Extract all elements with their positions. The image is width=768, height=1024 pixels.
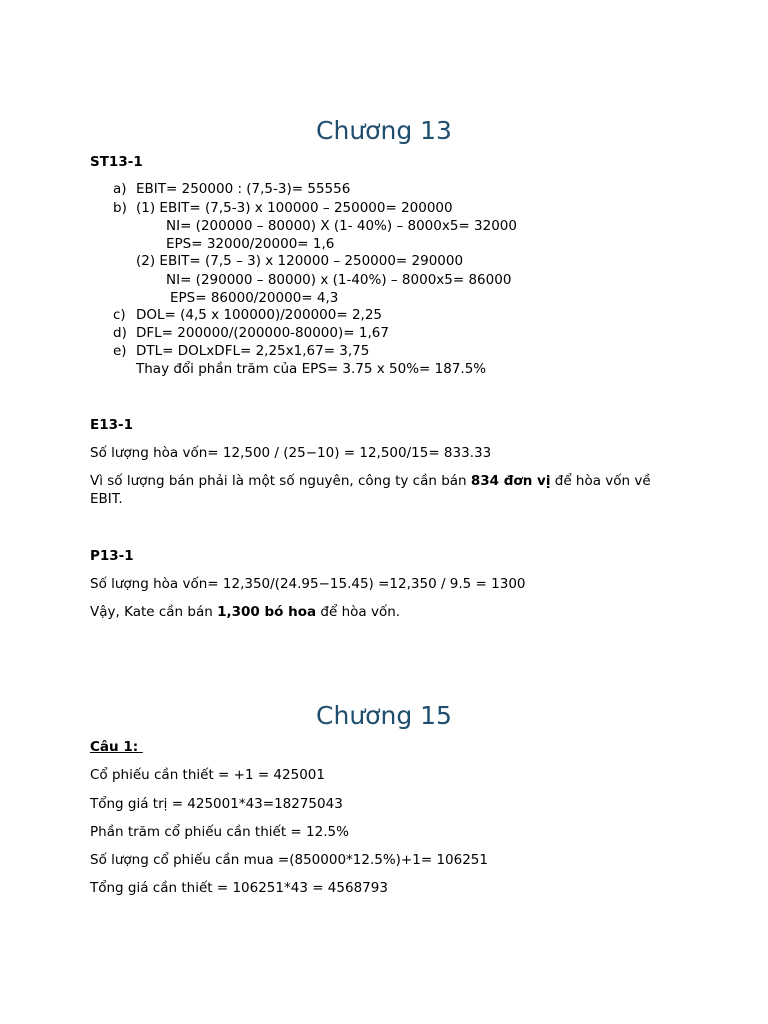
item-e-eps-change: Thay đổi phần trăm của EPS= 3.75 x 50%= 187.5% bbox=[136, 361, 487, 377]
p13-1-line-2-bold: 1,300 bó hoa bbox=[217, 604, 317, 620]
item-b-text: (1) EBIT= (7,5-3) x 100000 – 250000= 200000 bbox=[136, 200, 453, 216]
item-d-text: DFL= 200000/(200000-80000)= 1,67 bbox=[136, 325, 389, 341]
e13-1-line-2-pre: Vì số lượng bán phải là một số nguyên, công ty cần bán bbox=[90, 473, 471, 489]
question-1-heading: Câu 1: bbox=[90, 739, 143, 755]
e13-1-heading: E13-1 bbox=[90, 417, 134, 433]
e13-1-line-2-post: để hòa vốn về bbox=[550, 473, 651, 489]
item-b-ebit-2: (2) EBIT= (7,5 – 3) x 120000 – 250000= 290000 bbox=[136, 253, 464, 269]
item-label-e: e) bbox=[113, 343, 127, 359]
item-b-ni-1: NI= (200000 – 80000) X (1- 40%) – 8000x5= 32000 bbox=[166, 218, 517, 234]
q1-line-4: Số lượng cổ phiếu cần mua =(850000*12.5%)+1= 106251 bbox=[90, 852, 488, 868]
item-a-text: EBIT= 250000 : (7,5-3)= 55556 bbox=[136, 181, 351, 197]
item-b-ni-2: NI= (290000 – 80000) x (1-40%) – 8000x5= 86000 bbox=[166, 272, 512, 288]
chapter-13-title: Chương 13 bbox=[316, 116, 452, 145]
e13-1-line-2 bbox=[90, 472, 651, 490]
item-c-text: DOL= (4,5 x 100000)/200000= 2,25 bbox=[136, 307, 382, 323]
e13-1-line-3: EBIT. bbox=[90, 491, 123, 507]
q1-line-3: Phần trăm cổ phiếu cần thiết = 12.5% bbox=[90, 824, 349, 840]
chapter-15-title: Chương 15 bbox=[316, 701, 452, 730]
item-e-text: DTL= DOLxDFL= 2,25x1,67= 3,75 bbox=[136, 343, 370, 359]
p13-1-line-2-pre: Vậy, Kate cần bán bbox=[90, 604, 218, 620]
q1-line-1: Cổ phiếu cần thiết = +1 = 425001 bbox=[90, 767, 325, 783]
item-label-a: a) bbox=[113, 181, 127, 197]
e13-1-line-2-bold: 834 đơn vị bbox=[470, 473, 551, 489]
p13-1-line-2-post: để hòa vốn. bbox=[316, 604, 401, 620]
st13-1-heading: ST13-1 bbox=[90, 154, 143, 170]
item-label-b: b) bbox=[113, 200, 127, 216]
p13-1-line-1: Số lượng hòa vốn= 12,350/(24.95−15.45) =12,350 / 9.5 = 1300 bbox=[90, 576, 526, 592]
p13-1-line-2 bbox=[90, 603, 400, 621]
item-b-eps-1: EPS= 32000/20000= 1,6 bbox=[166, 236, 335, 252]
q1-line-5: Tổng giá cần thiết = 106251*43 = 4568793 bbox=[90, 880, 388, 896]
item-label-d: d) bbox=[113, 325, 127, 341]
e13-1-line-1: Số lượng hòa vốn= 12,500 / (25−10) = 12,500/15= 833.33 bbox=[90, 445, 492, 461]
item-b-eps-2: EPS= 86000/20000= 4,3 bbox=[170, 290, 339, 306]
item-label-c: c) bbox=[113, 307, 126, 323]
q1-line-2: Tổng giá trị = 425001*43=18275043 bbox=[90, 796, 343, 812]
p13-1-heading: P13-1 bbox=[90, 548, 134, 564]
